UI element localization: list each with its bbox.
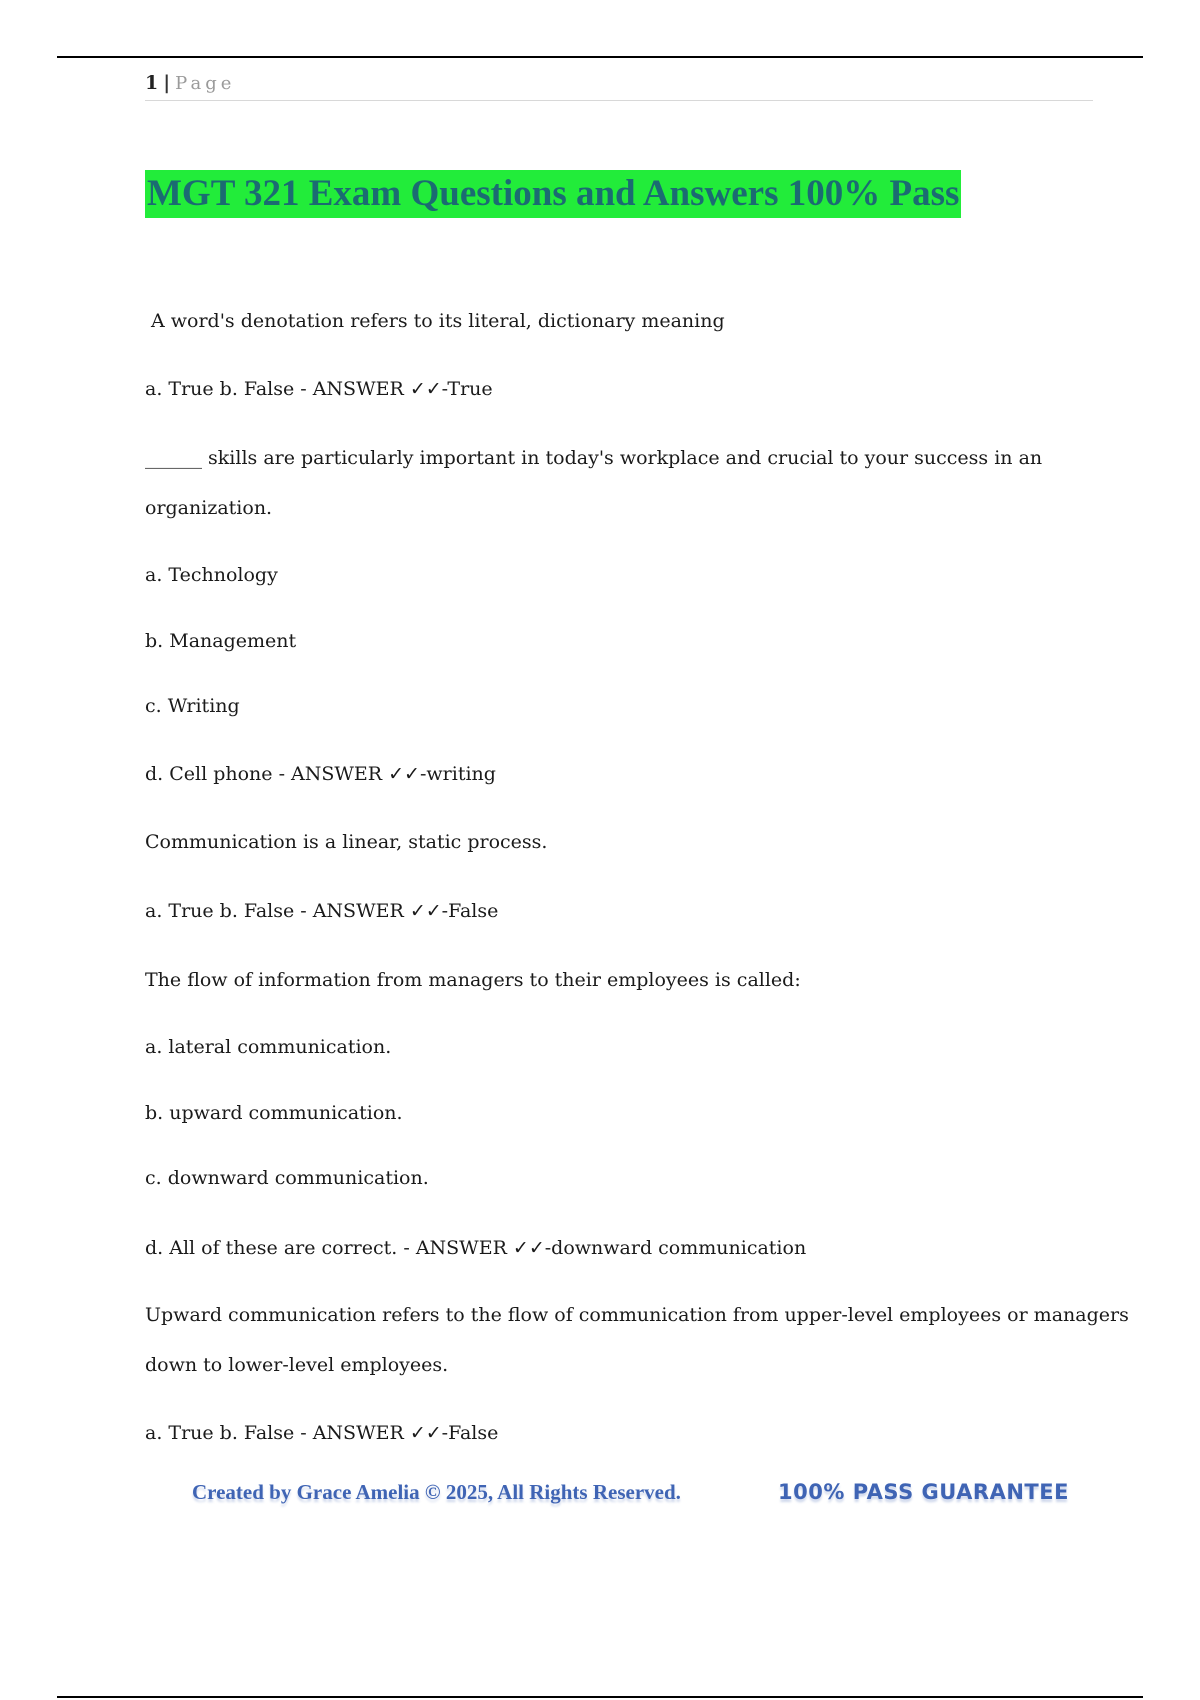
document-title: MGT 321 Exam Questions and Answers 100% Pass bbox=[145, 170, 961, 218]
answer-1: a. True b. False - ANSWER ✓✓-True bbox=[145, 378, 493, 400]
question-3: Communication is a linear, static process. bbox=[145, 831, 548, 853]
top-rule bbox=[57, 56, 1143, 58]
answer-5: a. True b. False - ANSWER ✓✓-False bbox=[145, 1422, 499, 1444]
option-4c: c. downward communication. bbox=[145, 1167, 429, 1189]
question-1: A word's denotation refers to its literal, dictionary meaning bbox=[151, 310, 725, 332]
question-2-line-1: ______ skills are particularly important in today's workplace and crucial to your success in an bbox=[145, 447, 1043, 469]
bottom-rule bbox=[57, 1696, 1143, 1698]
question-5-line-2: down to lower-level employees. bbox=[145, 1354, 449, 1376]
answer-2: d. Cell phone - ANSWER ✓✓-writing bbox=[145, 763, 496, 785]
question-5-line-1: Upward communication refers to the flow of communication from upper-level employees or managers bbox=[145, 1304, 1129, 1326]
answer-4: d. All of these are correct. - ANSWER ✓✓-downward communication bbox=[145, 1237, 807, 1259]
question-2-line-2: organization. bbox=[145, 497, 273, 519]
footer-guarantee: 100% PASS GUARANTEE bbox=[778, 1480, 1069, 1504]
option-2b: b. Management bbox=[145, 630, 297, 652]
option-2a: a. Technology bbox=[145, 564, 278, 586]
page-number-header bbox=[145, 72, 235, 94]
page-separator: | bbox=[163, 72, 172, 94]
option-4a: a. lateral communication. bbox=[145, 1036, 392, 1058]
option-2c: c. Writing bbox=[145, 695, 240, 717]
footer-copyright: Created by Grace Amelia © 2025, All Rights Reserved. bbox=[192, 1480, 681, 1504]
option-4b: b. upward communication. bbox=[145, 1102, 403, 1124]
header-rule bbox=[145, 100, 1093, 101]
page-word: Page bbox=[175, 73, 236, 94]
question-4: The flow of information from managers to their employees is called: bbox=[145, 969, 801, 991]
page-number: 1 bbox=[145, 72, 160, 94]
answer-3: a. True b. False - ANSWER ✓✓-False bbox=[145, 900, 499, 922]
